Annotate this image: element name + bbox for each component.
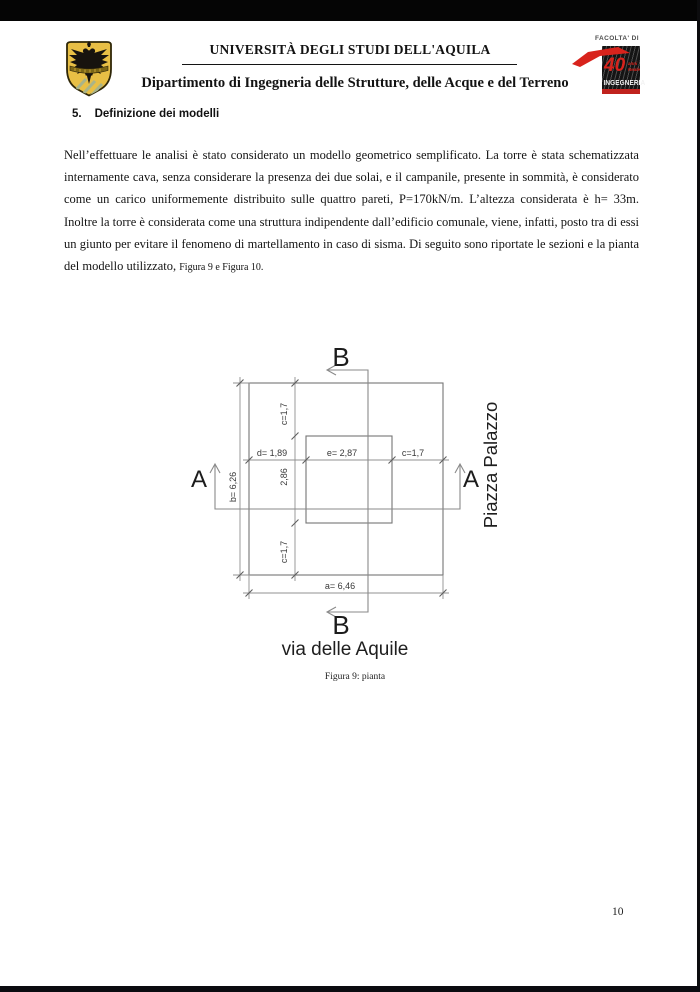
dim-d: d= 1,89 bbox=[256, 448, 288, 458]
section-heading bbox=[72, 108, 219, 120]
faculty-logo-suffix: anni Reale bbox=[628, 61, 641, 72]
figure-caption: Figura 9: pianta bbox=[324, 672, 386, 682]
section-letter-A-right: A bbox=[462, 466, 480, 493]
figure-9-plan-diagram bbox=[180, 335, 510, 665]
dimension-ticks bbox=[237, 380, 447, 597]
dim-c-right: c=1,7 bbox=[401, 448, 425, 458]
section-title: Definizione dei modelli bbox=[94, 108, 220, 120]
page-border-bottom bbox=[0, 986, 700, 992]
faculty-logo-swoosh-icon bbox=[572, 44, 642, 68]
header-divider bbox=[182, 64, 517, 65]
dim-c-bottom: c=1,7 bbox=[279, 540, 289, 564]
street-label-right: Piazza Palazzo bbox=[480, 401, 501, 529]
section-line-A bbox=[210, 464, 465, 509]
section-letter-B-top: B bbox=[332, 342, 350, 372]
university-title: UNIVERSITÀ DEGLI STUDI DELL'AQUILA bbox=[209, 42, 491, 57]
dim-c-top: c=1,7 bbox=[279, 402, 289, 426]
faculty-logo-red-strip bbox=[602, 89, 640, 94]
page-number: 10 bbox=[612, 906, 624, 918]
dim-a: a= 6,46 bbox=[324, 581, 356, 591]
section-number: 5. bbox=[72, 108, 82, 120]
dim-e: e= 2,87 bbox=[326, 448, 358, 458]
page-border-top bbox=[0, 0, 700, 21]
dim-b: b= 6,26 bbox=[228, 471, 238, 503]
body-paragraph bbox=[64, 144, 639, 279]
faculty-logo-top-text: FACOLTA' DI bbox=[595, 35, 639, 42]
dim-mid-height: 2,86 bbox=[279, 468, 289, 486]
dimension-lines bbox=[233, 377, 449, 599]
section-line-B bbox=[324, 365, 368, 617]
figure-references: Figura 9 e Figura 10. bbox=[179, 262, 264, 274]
street-label-bottom: via delle Aquile bbox=[281, 639, 409, 660]
faculty-logo-number: 40 bbox=[604, 55, 626, 76]
section-letter-A-left: A bbox=[190, 466, 208, 493]
paragraph-text: Nell’effettuare le analisi è stato considerato un modello geometrico semplificato. La torre è stata schematizzata internamente cava, senza considerare la presenza dei due solai, e il campanile, presente in sommità, è considerato come un carico uniformemente distribuito sulle quattro pareti, P=170kN/m. L’altezza considerata è h= 33m. Inoltre la torre è considerata come una struttura indipendente dall’edificio comunale, viene, infatti, posto tra di essi un giunto per evitare il fenomeno di martellamento in caso di sisma. Di seguito sono riportate le sezioni e la pianta del modello utilizzato, bbox=[64, 148, 639, 274]
faculty-logo-name: INGEGNERIA bbox=[603, 80, 646, 87]
section-letter-B-bottom: B bbox=[332, 610, 350, 640]
department-title: Dipartimento di Ingegneria delle Strutture, delle Acque e del Terreno bbox=[141, 75, 569, 91]
faculty-logo bbox=[572, 33, 646, 95]
